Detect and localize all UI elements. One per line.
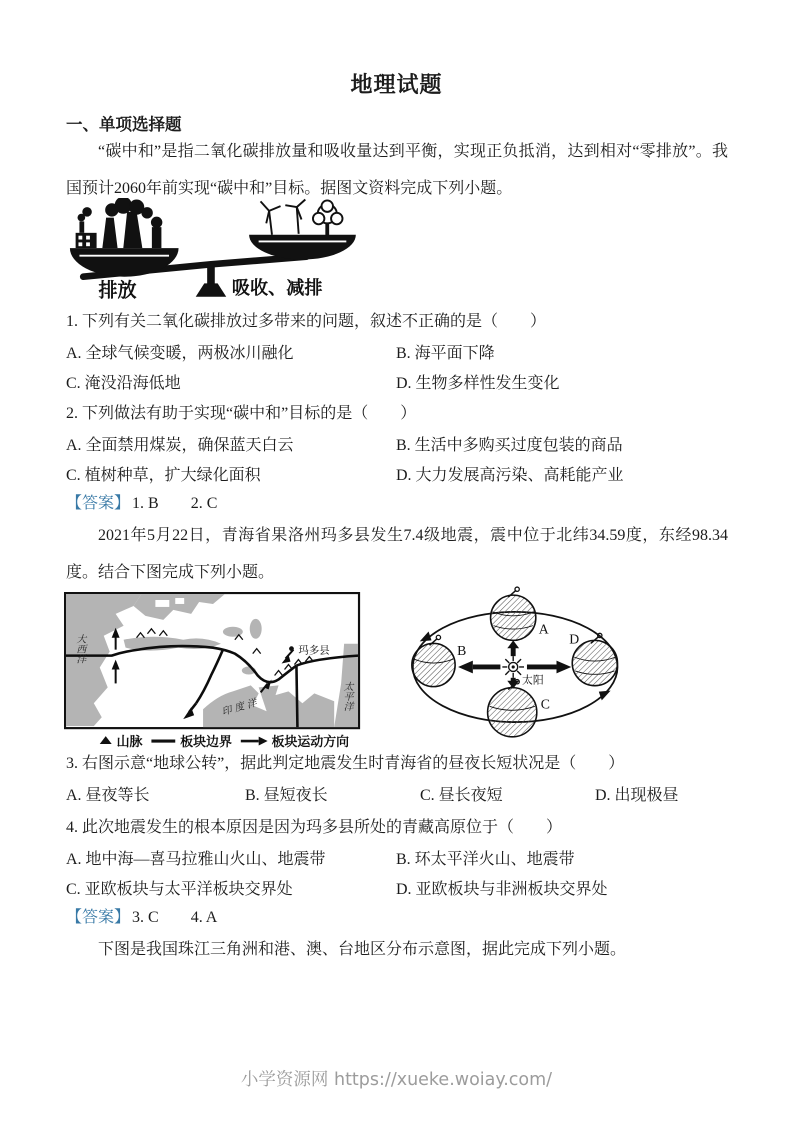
question-4-stem: 4. 此次地震发生的根本原因是因为玛多县所处的青藏高原位于（ ）: [66, 819, 563, 836]
orbit-arrowhead-left: [420, 632, 432, 642]
legend-mountain-label: 山脉: [116, 734, 143, 750]
right-pan: [249, 235, 356, 260]
option-3d: D. 出现极昼: [595, 787, 679, 804]
balance-left-label: 排放: [98, 280, 137, 302]
footer-site-link[interactable]: 小学资源网 https://xueke.woiay.com/: [240, 1070, 553, 1090]
earth-positions: [412, 587, 618, 737]
option-3c: C. 昼长夜短: [420, 787, 503, 804]
factory-icon: [76, 198, 163, 248]
position-a-label: A: [538, 621, 549, 637]
legend-mountain-symbol: [100, 736, 112, 744]
position-b-label: B: [457, 643, 467, 659]
question-2-options-row1: [0, 436, 793, 456]
option-1d: D. 生物多样性发生变化: [396, 375, 560, 392]
balance-post: [207, 263, 215, 286]
question-2-stem: 2. 下列做法有助于实现“碳中和”目标的是（ ）: [66, 405, 417, 422]
madou-label: 玛多县: [298, 645, 330, 657]
question-3-stem: 3. 右图示意“地球公转”，据此判定地震发生时青海省的昼夜长短状况是（ ）: [66, 755, 625, 772]
passage-carbon: “碳中和”是指二氧化碳排放量和吸收量达到平衡，实现正负抵消，达到相对“零排放”。我国预计2060年前实现“碳中和”目标。据图文资料完成下列小题。: [66, 143, 728, 197]
left-pan: [70, 248, 179, 277]
question-3-options-row: [0, 786, 793, 806]
sun-icon: [502, 656, 524, 678]
option-3b: B. 昼短夜长: [245, 787, 328, 804]
legend-direction-label: 板块运动方向: [271, 734, 350, 750]
answer-label: 【答案】: [66, 909, 131, 926]
legend-boundary-label: 板块边界: [180, 734, 232, 750]
plate-map-figure: [64, 592, 362, 752]
option-4a: A. 地中海—喜马拉雅山火山、地震带: [66, 851, 326, 868]
option-1c: C. 淹没沿海低地: [66, 375, 181, 392]
atlantic-label: 大西洋: [74, 633, 86, 664]
option-1a: A. 全球气候变暖，两极冰川融化: [66, 345, 294, 362]
option-2a: A. 全面禁用煤炭，确保蓝天白云: [66, 437, 294, 454]
question-1-options-row1: [0, 344, 793, 364]
wind-turbine-icon: [261, 199, 306, 234]
option-4b: B. 环太平洋火山、地震带: [396, 851, 575, 868]
tree-icon: [313, 200, 343, 235]
madou-dot: [289, 646, 294, 651]
question-4-options-row2: [0, 880, 793, 900]
balance-base: [196, 283, 227, 296]
option-3a: A. 昼夜等长: [66, 787, 150, 804]
indian-label: 印度洋: [220, 696, 261, 719]
earth-position-b: [412, 635, 455, 686]
page-title: 地理试题: [350, 72, 443, 97]
earth-position-c: [488, 680, 537, 737]
question-4-options-row1: [0, 850, 793, 870]
answer-values: 1. B 2. C: [132, 495, 218, 512]
balance-right-label: 吸收、减排: [231, 277, 323, 298]
pacific-label: 太平洋: [341, 681, 353, 712]
option-4c: C. 亚欧板块与太平洋板块交界处: [66, 881, 293, 898]
option-2b: B. 生活中多购买过度包装的商品: [396, 437, 623, 454]
answer-values: 3. C 4. A: [132, 909, 218, 926]
passage-earthquake: 2021年5月22日，青海省果洛州玛多县发生7.4级地震，震中位于北纬34.59度，东经98.34度。结合下图完成下列小题。: [66, 527, 728, 581]
question-1-stem: 1. 下列有关二氧化碳排放过多带来的问题，叙述不正确的是（ ）: [66, 313, 547, 330]
position-c-label: C: [540, 696, 550, 712]
answer-line-2: [66, 908, 217, 928]
question-1-options-row2: [0, 374, 793, 394]
option-4d: D. 亚欧板块与非洲板块交界处: [396, 881, 608, 898]
section-heading: 一、单项选择题: [66, 115, 182, 134]
option-2c: C. 植树种草，扩大绿化面积: [66, 467, 261, 484]
earth-position-a: [491, 587, 536, 640]
sun-label: 太阳: [522, 674, 544, 687]
legend-direction-arrowhead: [259, 737, 268, 746]
position-d-label: D: [569, 631, 580, 647]
passage-pearl-river: 下图是我国珠江三角洲和港、澳、台地区分布示意图，据此完成下列小题。: [98, 941, 627, 958]
carbon-balance-figure: [68, 198, 373, 302]
orbit-arrowhead-right: [599, 691, 611, 701]
map-legend: [100, 734, 349, 749]
earth-revolution-figure: [402, 586, 648, 744]
option-2d: D. 大力发展高污染、高耗能产业: [396, 467, 624, 484]
option-1b: B. 海平面下降: [396, 345, 495, 362]
question-2-options-row2: [0, 466, 793, 486]
answer-label: 【答案】: [66, 495, 131, 512]
answer-line-1: [66, 494, 217, 514]
